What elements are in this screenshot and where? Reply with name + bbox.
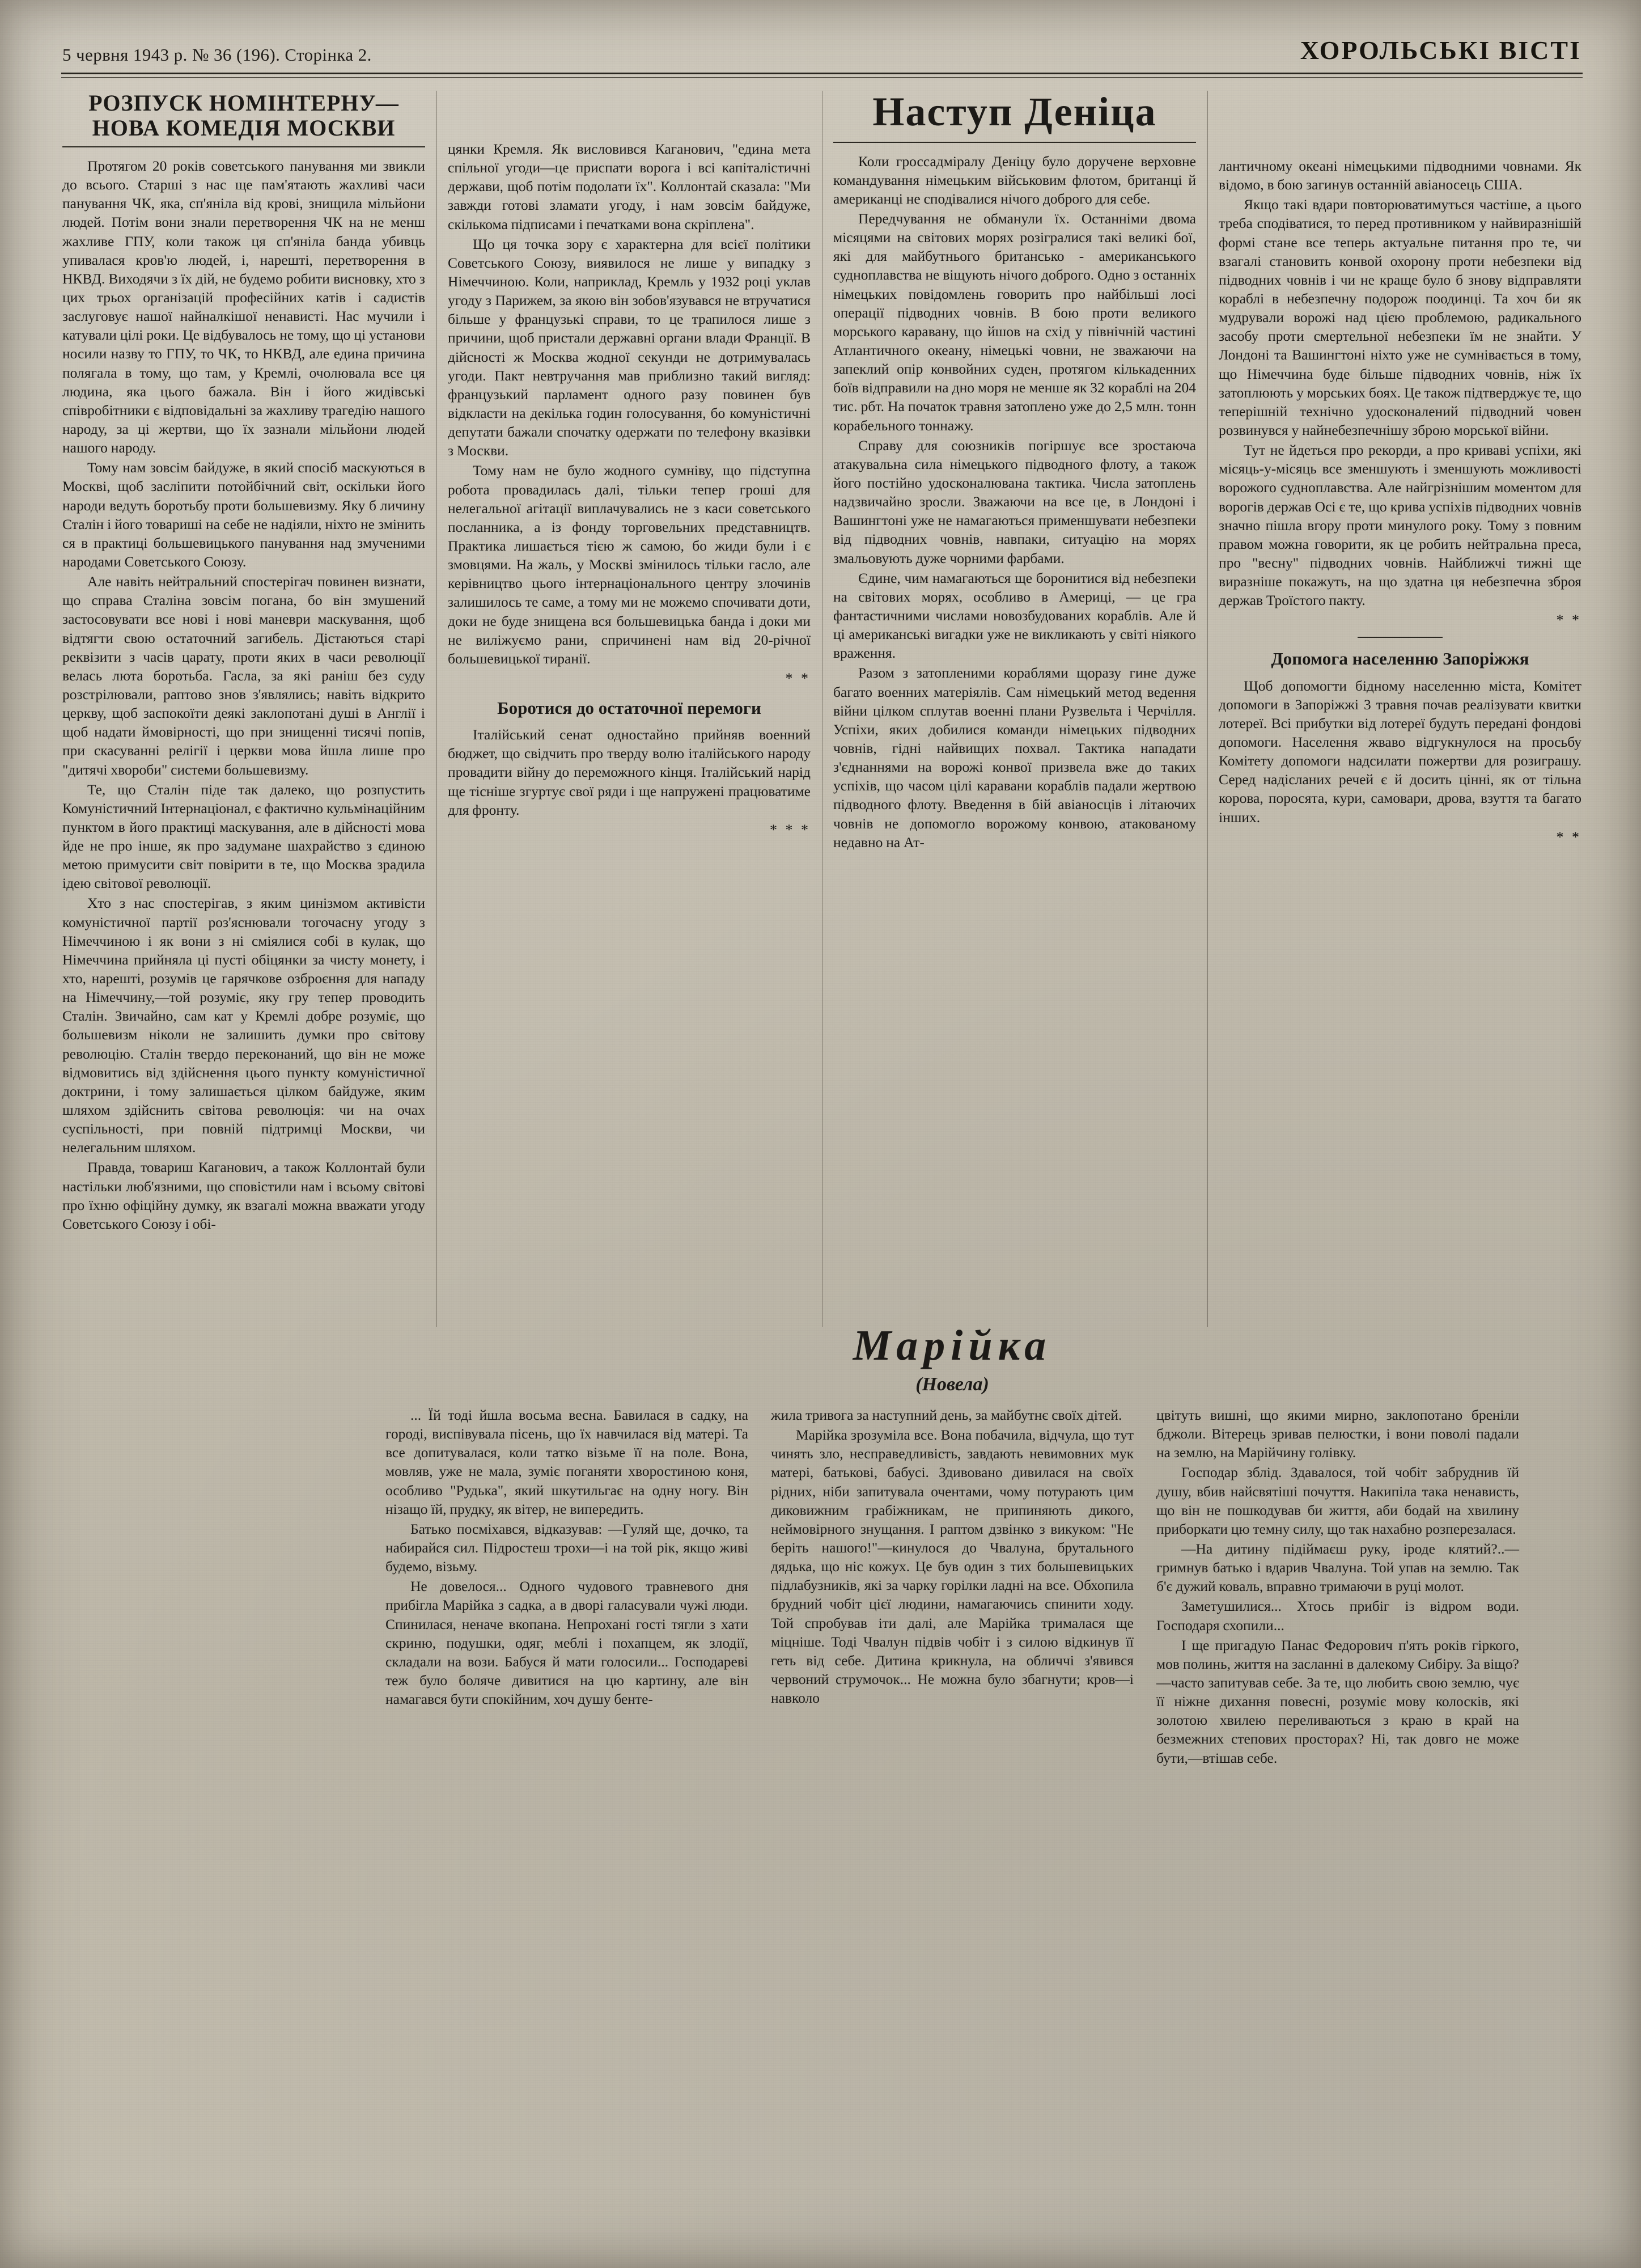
paragraph: Коли гроссадміралу Деніцу було доручене верховне командування німецьким військовим флотом, британці й американці не сподівалися нічого доброго для себе. [833, 153, 1196, 207]
column-4 [1219, 91, 1581, 852]
paragraph: Батько посміхався, відказував: —Гуляй ще, дочко, та набирайся сил. Підростеш трохи—і на той рік, якщо живі будемо, візьму. [385, 1520, 748, 1575]
column-2 [448, 91, 811, 844]
paragraph: Тому нам не було жодного сумніву, що підступна робота провадилась далі, тільки тепер гроші для нелегальної агітації виплачувались не з каси советського посланника, а із фонду торговельних представництв. Практика лишається тією ж самою, бо жиди були і є змовцями. На жаль, у Москві змінилось тільки гасло, але керівництво цього інтернаціонального центру злочинів залишилось те саме, а тому ми не можемо спочивати доти, доки не буде знищена вся большевицька банда і доки ми не виліжуємо рани, спричинені нам від 20-річної большевицької тиранії. [448, 462, 811, 667]
novella-column-3 [1156, 1406, 1519, 1768]
novella-subtitle: (Новела) [915, 1374, 989, 1395]
column-divider-1 [436, 91, 437, 1327]
paragraph: Але навіть нейтральний спостерігач повинен визнати, що справа Сталіна зовсім погана, бо він змушений застосовувати все нові і нові маневри маскування, щоб відтягти свою остаточний загибель. Дістаються старі реквізити з часів царату, проти яких в часи революції велась люта боротьба. Гасла, за які раніш без суду розстрілювали, раптово знов з'являлись; навіть відкрито церкву, щоб заспокоїти деякі заклопотані душі в Англії і щоб надати ймовірності, що при знищенні тисячі попів, при скасуванні релігії і церкви мова йшла лише про "дитячі хвороби" системи большевизму. [62, 573, 425, 778]
paragraph: Якщо такі вдари повторюватимуться частіше, а цього треба сподіватися, то перед противником у найвиразнішій формі стане все теперь актуальне питання про те, чи взагалі становить конвой охорону проти небезпеки від підводних човнів і чи не краще було б знову відправляти кораблі в небезпечну подорож поодинці. Та хоч би як мудрували ворожі над цією проблемою, радикального засобу проти смертельної небезпеки їм не знайти. У Лондоні та Вашингтоні ніхто уже не сумнівається в тому, що Німеччина буде більше підводних човнів, ніж їх затоплюють у морських боях. Це також підтверджує те, що теперішній технічно удосконалений підводний човен розвинувся у найнебезпечнішу зброю морської війни. [1219, 196, 1581, 438]
paragraph: Те, що Сталін піде так далеко, що розпустить Комуністичний Інтернаціонал, є фактично кульмінаційним пунктом в його практиці маскування, але в дійсності мова йде не про інше, як про задумане шахрайство з єдиною метою примусити світ повірити в те, що Москва зрадила ідею світової революції. [62, 781, 425, 892]
paragraph: цянки Кремля. Як висловився Каганович, "едина мета спільної угоди—це приспати ворога і всі капіталістичні держави, щоб потім подолати їх". Коллонтай сказала: "Ми завжди готові зламати угоду, і нам зовсім байдуже, скількома підписами і печатками вона скріплена". [448, 141, 811, 232]
paragraph: Заметушилися... Хтось прибіг із відром води. Господаря схопили... [1156, 1598, 1519, 1634]
column-grid [62, 91, 1581, 2234]
paragraph: Справу для союзників погіршує все зростаюча атакувальна сила німецького підводного флоту, а також його постійно удосконалювана тактика. Числа затоплень надзвичайно зросли. Зважаючи на все це, в Лондоні і Вашингтоні уже не намагаються применшувати небезпеки від підводних човнів, навпаки, ситуацію на морях змальовують дуже чорними фарбами. [833, 437, 1196, 566]
column-divider-3 [1207, 91, 1208, 1327]
article-title-borotysya: Боротися до остаточної перемоги [497, 697, 761, 718]
paragraph: Щоб допомогти бідному населенню міста, Комітет допомоги в Запоріжжі 3 травня почав реалізувати квитки лотереї. Всі прибутки від лотереї будуть передані фондові допомоги. Населення жваво відгукнулося на просьбу Комітету допомоги надсилати пожертви для розиграшу. Серед надісланих речей є й досить цінні, як от тільна корова, поросята, кури, самовари, дрова, взуття та багато інших. [1219, 677, 1581, 826]
paragraph: І ще пригадую Панас Федорович п'ять років гіркого, мов полинь, життя на засланні в далекому Сибіру. За віщо?—часто запитував себе. За те, що любить свою землю, чує її ніжне дихання повесні, розуміє мову колосків, які золотою хвилею переливаються з краю в край на безмежних степових просторах? Ні, так довго не може бути,—втішав себе. [1156, 1636, 1519, 1766]
article-title-denitz: Наступ Деніца [872, 89, 1157, 134]
paragraph: Італійський сенат одностайно прийняв военний бюджет, що свідчить про тверду волю італійського народу провадити війну до переможного кінця. Італійський нарід ще тісніше згуртує свої ряди і ще напружені працюватиме для фронту. [448, 726, 811, 818]
article-end-ornament: * * [1556, 612, 1581, 629]
novella-title: Марійка [853, 1322, 1052, 1369]
masthead-rule [61, 73, 1583, 74]
paper-name: ХОРОЛЬСЬКІ ВІСТІ [1300, 36, 1581, 65]
paragraph: Не довелося... Одного чудового травневого дня прибігла Марійка з садка, а в дворі галасували чужі люди. Спинилася, неначе вкопана. Непрохані гості тягли з хати скриню, подушки, одяг, меблі і похапцем, як злодії, складали на вози. Бабуся й мати голосили... Господареві теж було боляче дивитися на цю картину, але він намагався бути спокійним, хоч душу бенте- [385, 1578, 748, 1708]
title-rule [833, 142, 1196, 143]
paragraph: жила тривога за наступний день, за майбутнє своїх дітей. [771, 1407, 1122, 1423]
masthead [62, 35, 1581, 65]
article-title-komintern: РОЗПУСК НОМІНТЕРНУ—НОВА КОМЕДІЯ МОСКВИ [88, 90, 399, 141]
paragraph: Разом з затопленими кораблями щоразу гине дуже багато военних матеріялів. Сам німецький метод ведення війни цілком сплутав военні плани Рузвельта і Черчілля. Успіхи, яких добилися команди німецьких підводних човнів, гідні найвищих похвал. Тактика нападати з'єднаннями на ворожі конвої призвела вже до таких успіхів, що часом цілі каравани кораблів падали жертвою підводного флоту. Введення в бій авіаносців і літаючих човнів не допомогло ворожому конвою, атакованому недавно на Ат- [833, 665, 1196, 850]
paragraph: Хто з нас спостерігав, з яким цинізмом активісти комуністичної партії роз'яснювали тогочасну угоду з Німеччиною і як вони з ні сміялися собі в кулак, що Німеччина прийняла ці пусті обіцянки за чисту монету, і хто, нарешті, розумів це гарячкове озброєння для нападу на Німеччину,—той розуміє, яку гру тепер проводить Сталін. Звичайно, сам кат у Кремлі добре розуміє, що большевизм ніколи не залишить думки про світову революцію. Сталін твердо переконаний, що він не може відмовитись від здійснення цього пункту комуністичної доктрини, і тому залишається цілком байдуже, яким шляхом здійснить світова революція: чи на очах суспільності, при повній підтримці Москви, чи нелегальним шляхом. [62, 895, 425, 1156]
section-ornament-rule [1358, 637, 1443, 638]
issue-line: 5 червня 1943 р. № 36 (196). Сторінка 2. [62, 45, 372, 65]
paragraph: Правда, товариш Каганович, а також Коллонтай були настільки люб'язними, що сповістили нам і всьому світові про їхню офіційну думку, як взагалі можна вважати угоду Советського Союзу і обі- [62, 1159, 425, 1232]
paragraph: Тут не йдеться про рекорди, а про криваві успіхи, які місяць-у-місяць все зменшують і зменшують можливості ворожого судноплавства. Але найгрізнішим моментом для ворогів держав Осі є те, що крива успіхів підводних човнів значно пішла вгору проти минулого року. Тому з повним правом можна говорити, як це робить нейтральна преса, про "весну" підводних човнів. Найближчі тижні ще виразніше покажуть, на що здатна ця небезпечна зброя держав Троїстого пакту. [1219, 442, 1581, 609]
article-end-ornament: * * * [770, 821, 811, 838]
column-3 [833, 91, 1196, 853]
paragraph: Тому нам зовсім байдуже, в який спосіб маскуються в Москві, щоб засліпити потойбічний світ, оскільки його народи ведуть боротьбу проти большевизму. Яку б личину Сталін і його товариші на себе не надіяли, ніхто не змінить ся в практиці большевицького панування над змученими народами Советського Союзу. [62, 459, 425, 570]
paragraph: —На дитину підіймаєш руку, іроде клятий?..—гримнув батько і вдарив Чвалуна. Той упав на землю. Так б'є дужий коваль, вправно тримаючи в руці молот. [1156, 1540, 1519, 1595]
title-rule [62, 146, 425, 147]
paragraph: Що ця точка зору є характерна для всієї політики Советського Союзу, виявилося не лише у випадку з Німеччиною. Коли, наприклад, Кремль у 1932 році уклав угоду з Парижем, за якою він зобов'язувався не втручатися більше у французькі справи, то це трапилося лише з причини, щоб пристали державні органи влади Франції. В дійсності ж Москва жодної секунди не дотримувалась угоди. Пакт невтручання мав приблизно такий вигляд: французький парламент одного разу повинен був відкласти на декілька годин голосування, бо комуністичні депутати бажали спочатку одержати по телефону вказівки з Москви. [448, 235, 811, 459]
column-1 [62, 91, 425, 1234]
article-title-dopomoga: Допомога населенню Запоріжжя [1271, 649, 1529, 669]
paragraph: Господар зблід. Здавалося, той чобіт забруднив їй душу, вбив найсвятіші почуття. Накипіла така ненависть, що він не пошкодував би життя, аби бодай на хвилину приборкати цю темну силу, що так нахабно розперезалася. [1156, 1464, 1519, 1537]
paragraph: Марійка зрозуміла все. Вона побачила, відчула, що тут чинять зло, несправедливість, завдають невимовних мук матері, батькові, бабусі. Здивовано дивилася на своїх рідних, ніби запитувала очентами, чому потурають цим диковижним грабіжникам, не припиняють дикого, неймовірного знущання. І раптом дзвінко з викуком: "Не беріть нашого!"—кинулося до Чвалуна, брутального дядька, що ніс кожух. Це був один з тих большевицьких підлабузників, які за чарку горілки ладні на все. Обхопила брудний чобіт цієї людини, намагаючись спинити ходу. Той спробував іти далі, але Марійка трималася ще міцніше. Тоді Чвалун підвів чобіт і з силою відкинув її геть від себе. Дитина крикнула, на обличчі з'явився червоний струмочок... Не можна було збагнути; кров—і навколо [771, 1427, 1134, 1707]
novella-section [385, 1321, 1519, 1766]
paragraph: Передчування не обманули їх. Останніми двома місяцями на світових морях розігралися такі великі бої, які для майбутнього британсько - американського судноплавства не віщують нічого доброго. Одно з останніх німецьких повідомлень говорить про найбільші лосі операції підводних човнів. В бою проти великого морського каравану, що йшов на схід у північній частині Атлантичного океану, німецькі човни, не зважаючи на запеклий опір конвойних суден, протягом кількаденних боїв відправили на дно моря не менше як 32 кораблі на 204 тис. рбт. На початок травня затоплено уже до 2,5 млн. тонн корабельного тоннажу. [833, 210, 1196, 434]
paragraph: Єдине, чим намагаються ще боронитися від небезпеки на світових морях, особливо в Америці, — це гра фантастичними числами новозбудованих кораблів. Але й ці американські вигадки уже не викликають у світі ніякого враження. [833, 569, 1196, 662]
masthead-rule-thin [61, 77, 1583, 78]
novella-column-2 [771, 1406, 1134, 1708]
article-end-ornament: * * [785, 670, 811, 687]
paragraph: ... Їй тоді йшла восьма весна. Бавилася в садку, на городі, виспівувала пісень, що їх навчилася від матері. Та все допитувалася, коли татко візьме її на поле. Вона, мовляв, уже не мала, зуміє поганяти хворостиною коня, особливо "Рудька", який шкутильгає на одну ногу. Він нізащо їй, прудку, як вітер, не випередить. [385, 1407, 748, 1517]
paragraph: цвітуть вишні, що якими мирно, заклопотано бреніли бджоли. Вітерець зривав пелюстки, і вони поволі падали на землю, на Марійчину голівку. [1156, 1407, 1519, 1461]
paragraph: лантичному океані німецькими підводними човнами. Як відомо, в бою загинув останній авіаносець США. [1219, 158, 1581, 193]
paragraph: Протягом 20 років советського панування ми звикли до всього. Старші з нас ще пам'ятають жахливі часи панування ЧК, яка, сп'яніла від крові, знищила мільйони людей. Потім вони знали перетворення ЧК на не менш жахливе ГПУ, коли також ця сп'яніла банда убивць упивалася кров'ю людей, і, нарешті, перетворення в НКВД. Виходячи з їх дій, не будемо робити висновку, хто з цих трьох організацій професійних катів і садистів заслуговує нашої найналкішої ненависті. Нас мучили і катували цілі роки. Це відбувалось не тому, що ці установи носили назву то ГПУ, то ЧК, то НКВД, але едина причина полягала в тому, що там, у Кремлі, очолювала все ця людина, яка цього бажала. Він і його жидівські співробітники є відповідальні за жахливу трагедію нашого народу, за ці жертви, що їх зазнали мільйони людей нашого народу. [62, 158, 425, 456]
novella-column-1 [385, 1406, 748, 1710]
article-end-ornament: * * [1556, 828, 1581, 845]
